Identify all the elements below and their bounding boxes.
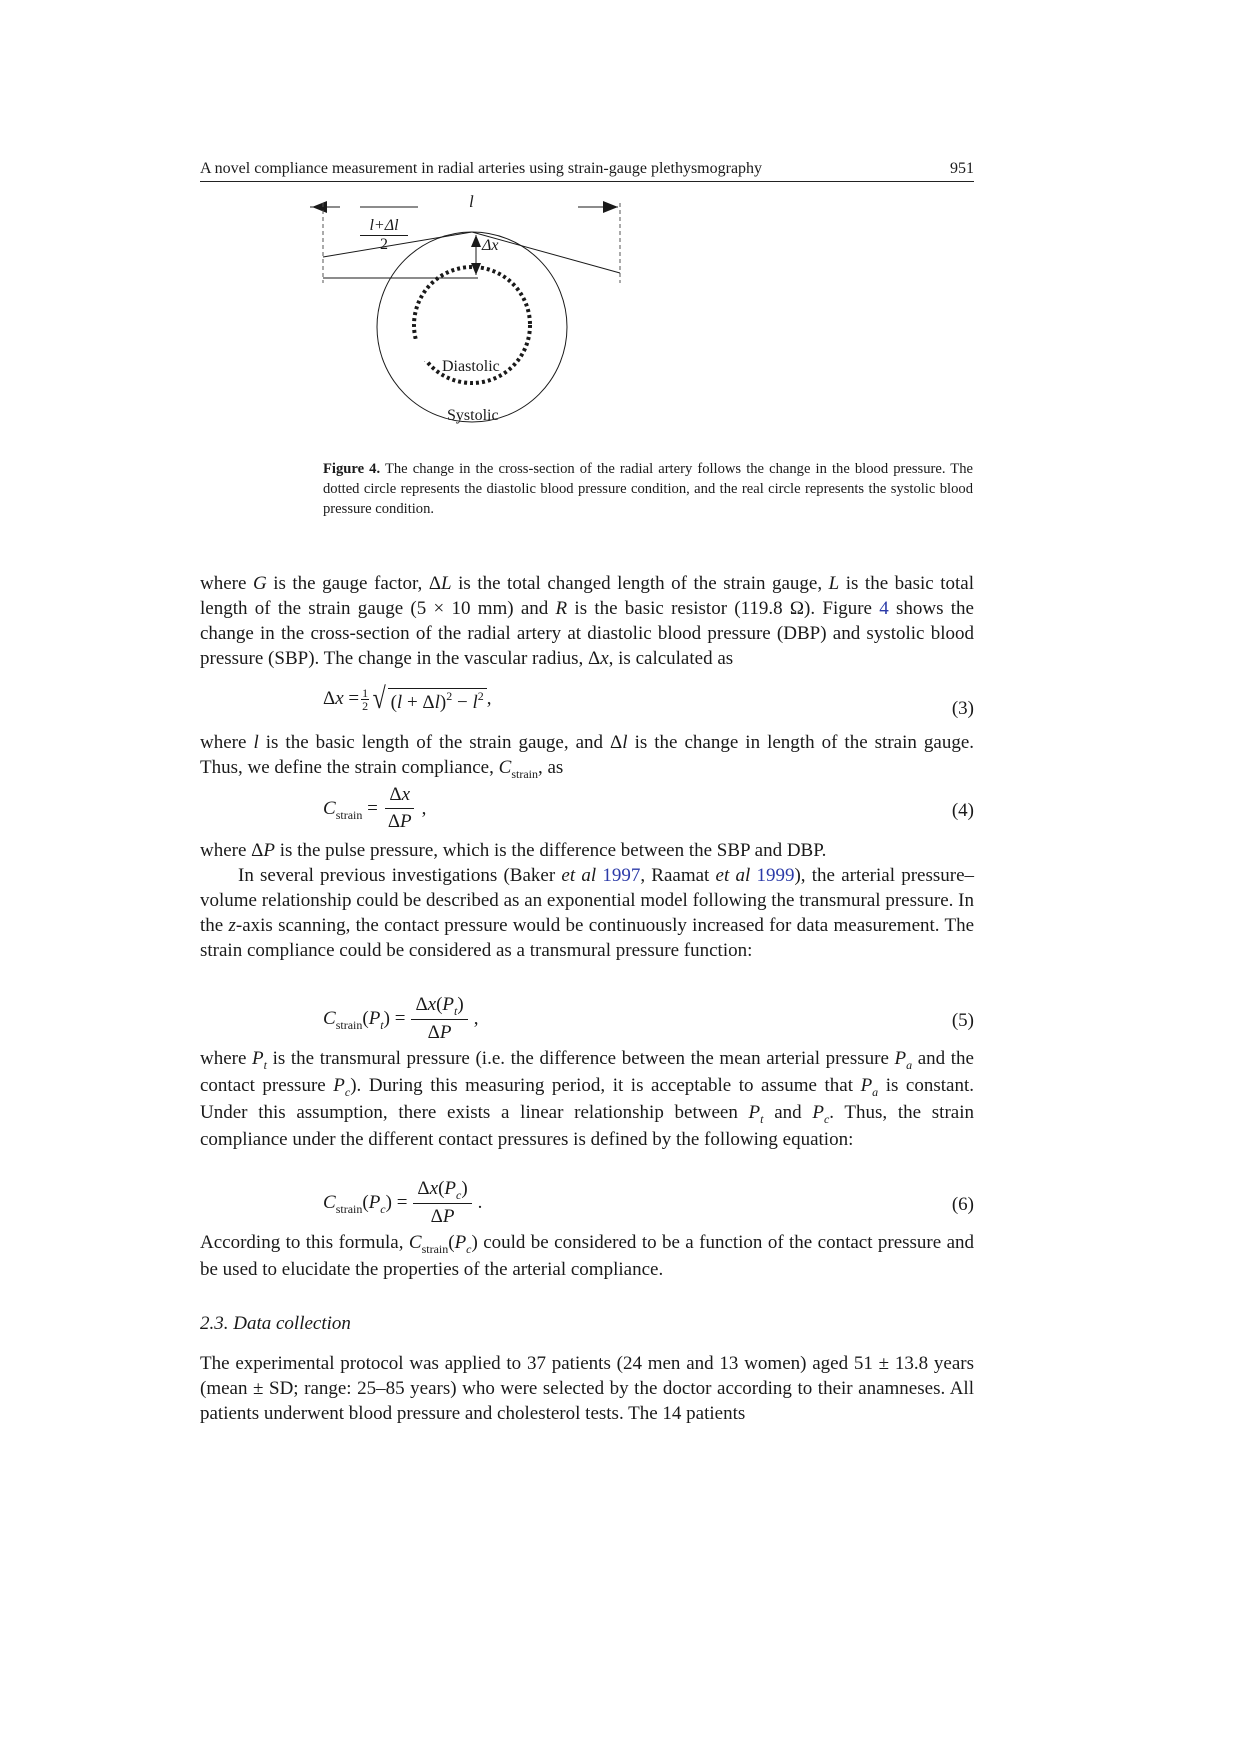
label-dx: Δx [482,237,499,254]
caption-text: The change in the cross-section of the radial artery follows the change in the blood pressure. The dotted circle represents the diastolic blood pressure condition, and the real circle represents the systolic blood pressure condition. [323,461,973,517]
label-half-den: 2 [380,236,388,253]
paragraph-7: The experimental protocol was applied to 37 patients (24 men and 13 women) aged 51 ± 13.8 years (mean ± SD; range: 25–85 years) who were selected by the doctor according to their anamneses. All patients underwent blood pressure and cholesterol tests. The 14 patients [200,1353,974,1424]
figure-4 [310,192,640,435]
equation-3-body: Δx = $\frac{1}{2}$ √ $(l + \Delta l)^2 - l^2$ , [323,682,492,715]
equation-5-body: $C_{strain}(P_t)$ = $\frac{\Delta x(P_t)}{\Delta P}$ , [323,994,479,1043]
baker-citation-link[interactable]: 1997 [602,865,641,886]
running-title: A novel compliance measurement in radial arteries using strain-gauge plethysmography [200,160,763,177]
page-number: 951 [950,160,974,177]
paragraph-1: where G is the gauge factor, ΔL is the total changed length of the strain gauge, L is the basic total length of the strain gauge (5 × 10 mm) and R is the basic resistor (119.8 Ω). Figure 4 shows the change in the cross-section of the radial artery at diastolic blood pressure (DBP) and systolic blood pressure (SBP). The change in the vascular radius, Δx, is calculated as [200,573,974,669]
equation-4 [200,784,974,840]
equation-3 [200,684,974,720]
label-diastolic: Diastolic [442,358,500,375]
paragraph-2: where l is the basic length of the strain gauge, and Δl is the change in length of the strain gauge. Thus, we define the strain compliance, $C_{strain}$, as [200,732,974,781]
equation-4-body: $C_{strain}$ = $\frac{\Delta x}{\Delta P}$ , [323,784,427,832]
figure-caption [323,459,973,519]
dx-arrow-down [471,263,481,275]
equation-5-number: (5) [951,1010,974,1031]
left-arrowhead [312,201,327,213]
paragraph-5: where $P_t$ is the transmural pressure (i.e. the difference between the mean arterial pressure $P_a$ and the contact pressure $P_c$). During this measuring period, it is acceptable to assume that $P_a$ is constant. Under this assumption, there exists a linear relationship between $P_t$ and $P_c$. Thus, the strain compliance under the different contact pressures is defined by the following equation: [200,1048,974,1150]
dx-arrow-up [471,235,481,247]
paragraph-6: According to this formula, $C_{strain}(P_c)$ could be considered to be a function of the contact pressure and be used to elucidate the properties of the arterial compliance. [200,1232,975,1280]
right-arrowhead [603,201,618,213]
equation-4-number: (4) [951,800,974,821]
paragraph-3: where ΔP is the pulse pressure, which is the difference between the SBP and DBP. [200,840,827,861]
figure-4-link[interactable]: 4 [879,598,889,619]
equation-6-body: $C_{strain}(P_c)$ = $\frac{\Delta x(P_c)}{\Delta P}$ . [323,1178,483,1227]
caption-label: Figure 4. [323,461,381,477]
raamat-citation-link[interactable]: 1999 [756,865,795,886]
label-half-length [360,217,408,254]
equation-6 [200,1178,974,1234]
paragraph-4: In several previous investigations (Baker et al 1997, Raamat et al 1999), the arterial pressure–volume relationship could be described as an exponential model following the transmural pressure. In the z-axis scanning, the contact pressure would be continuously increased for data measurement. The strain compliance could be considered as a transmural pressure function: [200,865,975,961]
label-l: l [469,192,474,211]
equation-5 [200,994,974,1050]
equation-6-number: (6) [951,1194,974,1215]
label-systolic: Systolic [447,407,499,424]
running-head [200,160,974,182]
systolic-circle [377,232,567,422]
equation-3-number: (3) [951,698,974,719]
label-half-num: l+Δl [360,217,408,236]
section-heading: 2.3. Data collection [200,1313,351,1334]
